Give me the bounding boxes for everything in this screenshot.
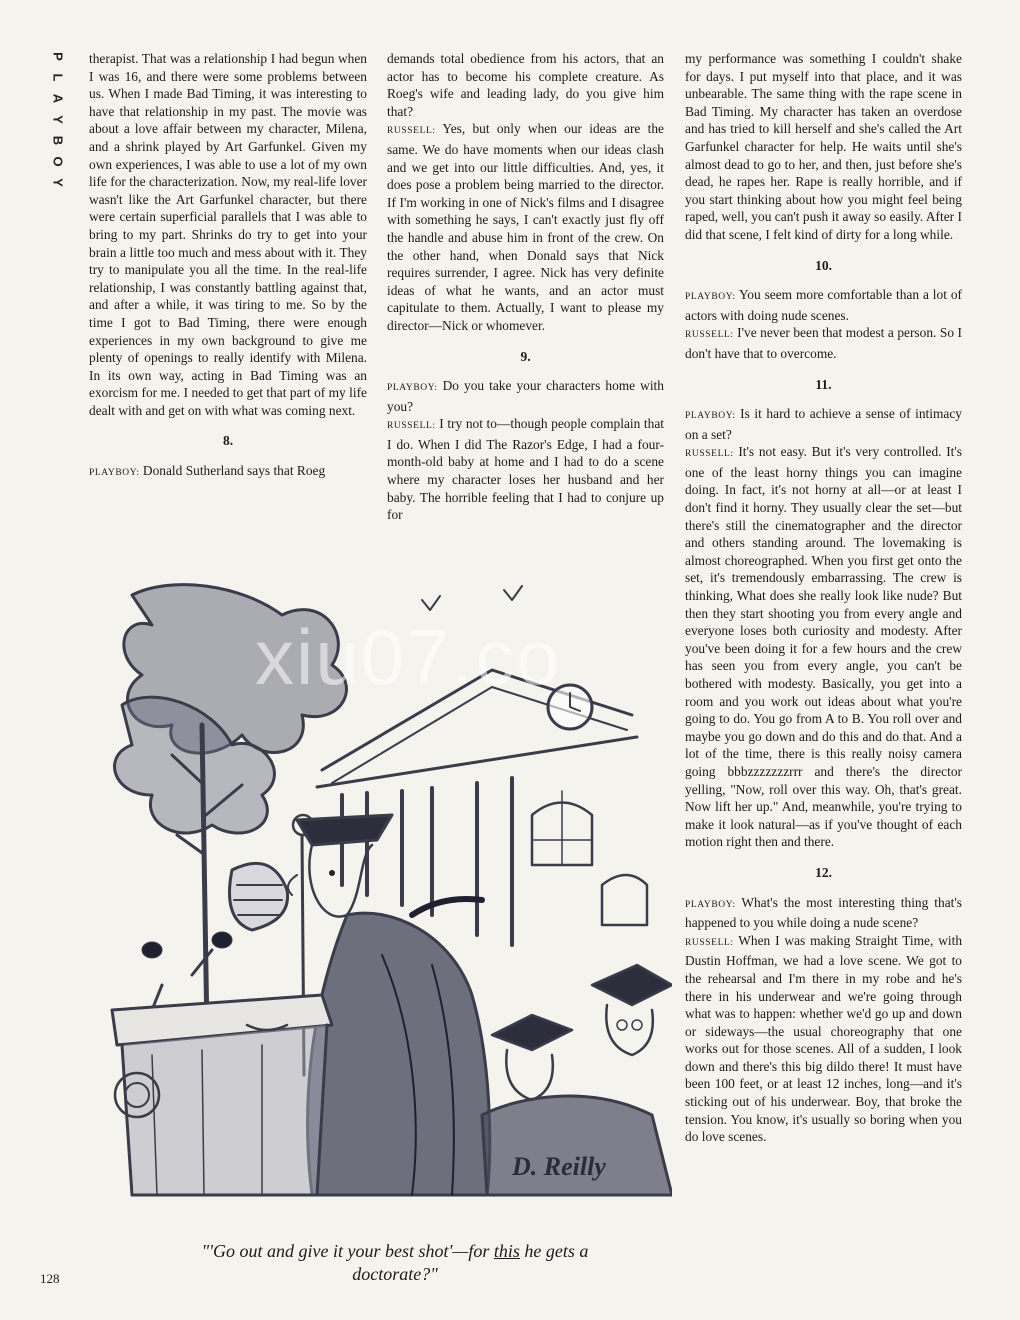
paragraph: my performance was something I couldn't shake for days. I put myself into that place, and it was unbearable. The same thing with the rape scene in Bad Timing. My character has taken an overdose and has tried to kill herself and she's called the Art Garfunkel character for help. He waits until she's almost dead to go to her, and then, just before she's dead, he rapes her. Rape is really horrible, and if you start thinking about how you might feel being raped, well, you can't push it away so easily. After I did that scene, I felt kind of dirty for a long while. <box>685 51 962 242</box>
runner-letter: B <box>50 135 66 146</box>
watermark: xiu07.co <box>255 613 562 701</box>
answer-paragraph <box>387 120 664 334</box>
caption-underlined-word: this <box>493 1241 520 1261</box>
answer-text: I try not to—though people complain that I do. When I did The Razor's Edge, I had a four-month-old baby at home and I had to do a scene where my character loses her husband and her baby. The horrible feeling that I had to conjure up for <box>387 416 664 523</box>
speaker-label: RUSSELL: <box>685 937 734 948</box>
question-paragraph <box>685 286 962 324</box>
speaker-label: RUSSELL: <box>387 421 436 432</box>
answer-paragraph <box>685 324 962 362</box>
question-text: What's the most interesting thing that's happened to you while doing a nude scene? <box>685 894 962 931</box>
speaker-label: PLAYBOY: <box>89 468 140 479</box>
question-number: 9. <box>520 348 531 364</box>
page-number: 128 <box>40 1271 60 1286</box>
speaker-label: PLAYBOY: <box>387 383 438 394</box>
artist-signature: D. Reilly <box>512 1152 606 1181</box>
runner-letter: Y <box>50 178 66 187</box>
question-text: Is it hard to achieve a sense of intimacy on a set? <box>685 406 962 442</box>
question-number: 12. <box>815 864 832 880</box>
runner-letter: A <box>50 93 66 104</box>
speaker-label: PLAYBOY: <box>685 899 736 910</box>
question-paragraph <box>685 894 962 932</box>
text-column-1 <box>89 50 367 483</box>
cartoon-caption <box>160 1240 630 1286</box>
speaker-label: RUSSELL: <box>387 126 436 137</box>
answer-paragraph <box>387 415 664 524</box>
text-column-3 <box>685 50 962 1146</box>
speaker-label: PLAYBOY: <box>685 411 736 422</box>
paragraph: demands total obedience from his actors, that an actor has to become his complete creature. As Roeg's wife and leading lady, do you give him that? <box>387 51 664 119</box>
answer-text: Yes, but only when our ideas are the same. We do have moments when our ideas clash and we get into our little difficulties. And, yes, it does pose a problem being married to the director. If I'm working in one of Nick's films and I disagree with something he says, I can't exactly just fly off the handle and abuse him in front of the crew. On the other hand, when Donald says that Nick requires surrender, I agree. Nick has very definite ideas of what he wants, and an actor must capitulate to them. Actually, I want to please my director—Nick or whomever. <box>387 121 664 333</box>
question-text: You seem more comfortable than a lot of actors with doing nude scenes. <box>685 287 962 323</box>
speaker-label: RUSSELL: <box>685 330 734 341</box>
speaker-label: RUSSELL: <box>685 449 734 460</box>
runner-letter: O <box>50 156 66 167</box>
caption-part: "'Go out and give it your best shot'—for <box>201 1241 494 1261</box>
runner-letter: Y <box>50 115 66 124</box>
paragraph: therapist. That was a relationship I had begun when I was 16, and there were some problems between us. When I made Bad Timing, it was interesting to have that relationship in my past. The movie was about a love affair between my character, Milena, and a shrink played by Art Garfunkel. Given my own experiences, I was able to use a lot of my own life for the characterization. Now, my real-life lover wasn't like the Art Garfunkel character, but there were certain superficial parallels that I was able to bring to my part. Shrinks do try to get into your brain a little too much and mess about with it. They try to manipulate you all the time. In the real-life relationship, I was constantly battling against that, and after a while, it was tiring to me. So by the time I got to Bad Timing, there were enough experiences in my own background to give me plenty of openings to really identify with Milena. In its own way, acting in Bad Timing was an exorcism for me. I needed to get that part of my life dealt with and get on with what was coming next. <box>89 51 367 418</box>
magazine-runner <box>48 46 68 193</box>
question-paragraph <box>685 405 962 443</box>
runner-letter: L <box>50 73 66 82</box>
caption-part: he gets a doctorate?" <box>352 1241 589 1284</box>
question-paragraph <box>387 377 664 415</box>
question-number: 8. <box>222 433 234 449</box>
runner-letter: P <box>50 52 66 61</box>
answer-paragraph <box>685 932 962 1146</box>
question-text: Donald Sutherland says that Roeg <box>142 463 326 479</box>
answer-text: I've never been that modest a person. So I don't have that to overcome. <box>685 325 962 361</box>
question-number: 11. <box>815 376 832 392</box>
question-paragraph <box>89 462 367 483</box>
question-number: 10. <box>815 257 832 273</box>
question-text: Do you take your characters home with you? <box>387 378 664 414</box>
text-column-2 <box>387 50 664 524</box>
answer-text: It's not easy. But it's very controlled. It's one of the least horny things you can imagine doing. In fact, it's not horny at all—or at least I don't find it horny. They usually clear the set—but there's still the cinematographer and the director and others standing around. The lovemaking is almost choreographed. When you first get onto the set, it's tremendously embarrassing. The crew is thinking, What does she really look like nude? But then they start shooting you from every angle and everyone loses both curiosity and modesty. After you've been doing it for a few hours and the crew has seen you from every angle, you can't be bothered with modesty. Basically, you get into a room and you work out ideas about what you're going to do. You go from A to B. You roll over and maybe you go down and do this and do that. And a lot of the time, there is this really noisy camera going bbbzzzzzzzrrr and there's the director yelling, "Now, roll over this way. Oh, that's great. Now lift her up." And, meanwhile, you're trying to make it look natural—as if you've thought of each motion right then and there. <box>685 444 962 850</box>
speaker-label: PLAYBOY: <box>685 292 736 303</box>
answer-paragraph <box>685 443 962 851</box>
answer-text: When I was making Straight Time, with Dustin Hoffman, we had a love scene. We got to the rehearsal and I'm there in my robe and he's there in his underwear and we're going through what was to happen: whether we'd go up and down or sideways—the usual choreography that one works out for those scenes. All of a sudden, I look down and there's this big dildo there! It must have been 100 feet, or at least 12 inches, long—and it's sticking out of his underwear. Boy, that broke the tension. You know, it's usually so boring when you do love scenes. <box>685 932 963 1145</box>
cartoon-illustration <box>92 555 672 1225</box>
